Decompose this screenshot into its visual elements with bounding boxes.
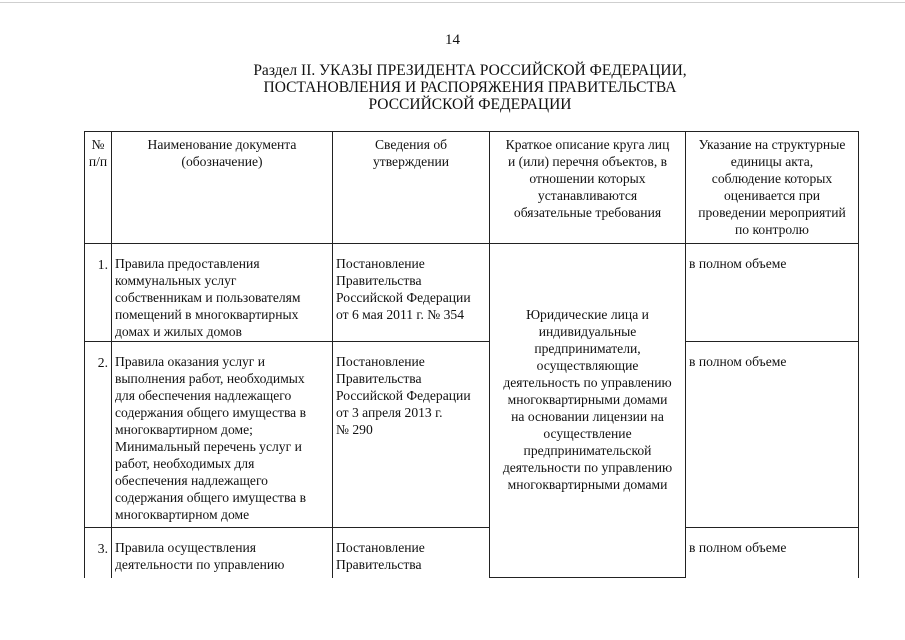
approval-info-cell: Постановление Правительства Российской Федерации от 6 мая 2011 г. № 354 [333,244,490,342]
table-header-row [85,132,859,244]
header-approval-info: Сведения об утверждении [333,132,490,244]
header-description: Краткое описание круга лиц и (или) перечня объектов, в отношении которых устанавливаются обязательные требования [490,132,686,244]
table-row [85,342,859,528]
row-number: 2. [85,342,112,528]
shared-description-cell: Юридические лица и индивидуальные предприниматели, осуществляющие деятельность по управлению многоквартирными домами на основании лицензии на осуществление предпринимательской деятельности по управлению многоквартирными домами [490,244,686,578]
table-row [85,244,859,342]
page-number: 14 [445,32,460,48]
section-title-line: Раздел II. УКАЗЫ ПРЕЗИДЕНТА РОССИЙСКОЙ ФЕДЕРАЦИИ, [253,62,687,79]
document-name-cell: Правила осуществления деятельности по управлению [112,528,333,578]
top-edge-rule [0,2,905,3]
header-structural-units: Указание на структурные единицы акта, соблюдение которых оценивается при проведении мероприятий по контролю [686,132,859,244]
document-name-cell: Правила оказания услуг и выполнения работ, необходимых для обеспечения надлежащего содержания общего имущества в многоквартирном доме; Минимальный перечень услуг и работ, необходимых для обеспечения надлежащего содержания общего имущества в многоквартирном доме [112,342,333,528]
section-title-line: РОССИЙСКОЙ ФЕДЕРАЦИИ [368,96,572,113]
approval-info-cell: Постановление Правительства Российской Федерации от 3 апреля 2013 г. № 290 [333,342,490,528]
table-row [85,528,859,578]
header-document-name: Наименование документа (обозначение) [112,132,333,244]
requirements-table [84,131,859,578]
structural-units-cell: в полном объеме [686,342,859,528]
row-number: 1. [85,244,112,342]
row-number: 3. [85,528,112,578]
header-num: № п/п [85,132,112,244]
approval-info-cell: Постановление Правительства [333,528,490,578]
structural-units-cell: в полном объеме [686,528,859,578]
structural-units-cell: в полном объеме [686,244,859,342]
section-title-line: ПОСТАНОВЛЕНИЯ И РАСПОРЯЖЕНИЯ ПРАВИТЕЛЬСТВА [263,79,677,96]
section-title [150,62,790,113]
document-name-cell: Правила предоставления коммунальных услуг собственникам и пользователям помещений в многоквартирных домах и жилых домов [112,244,333,342]
